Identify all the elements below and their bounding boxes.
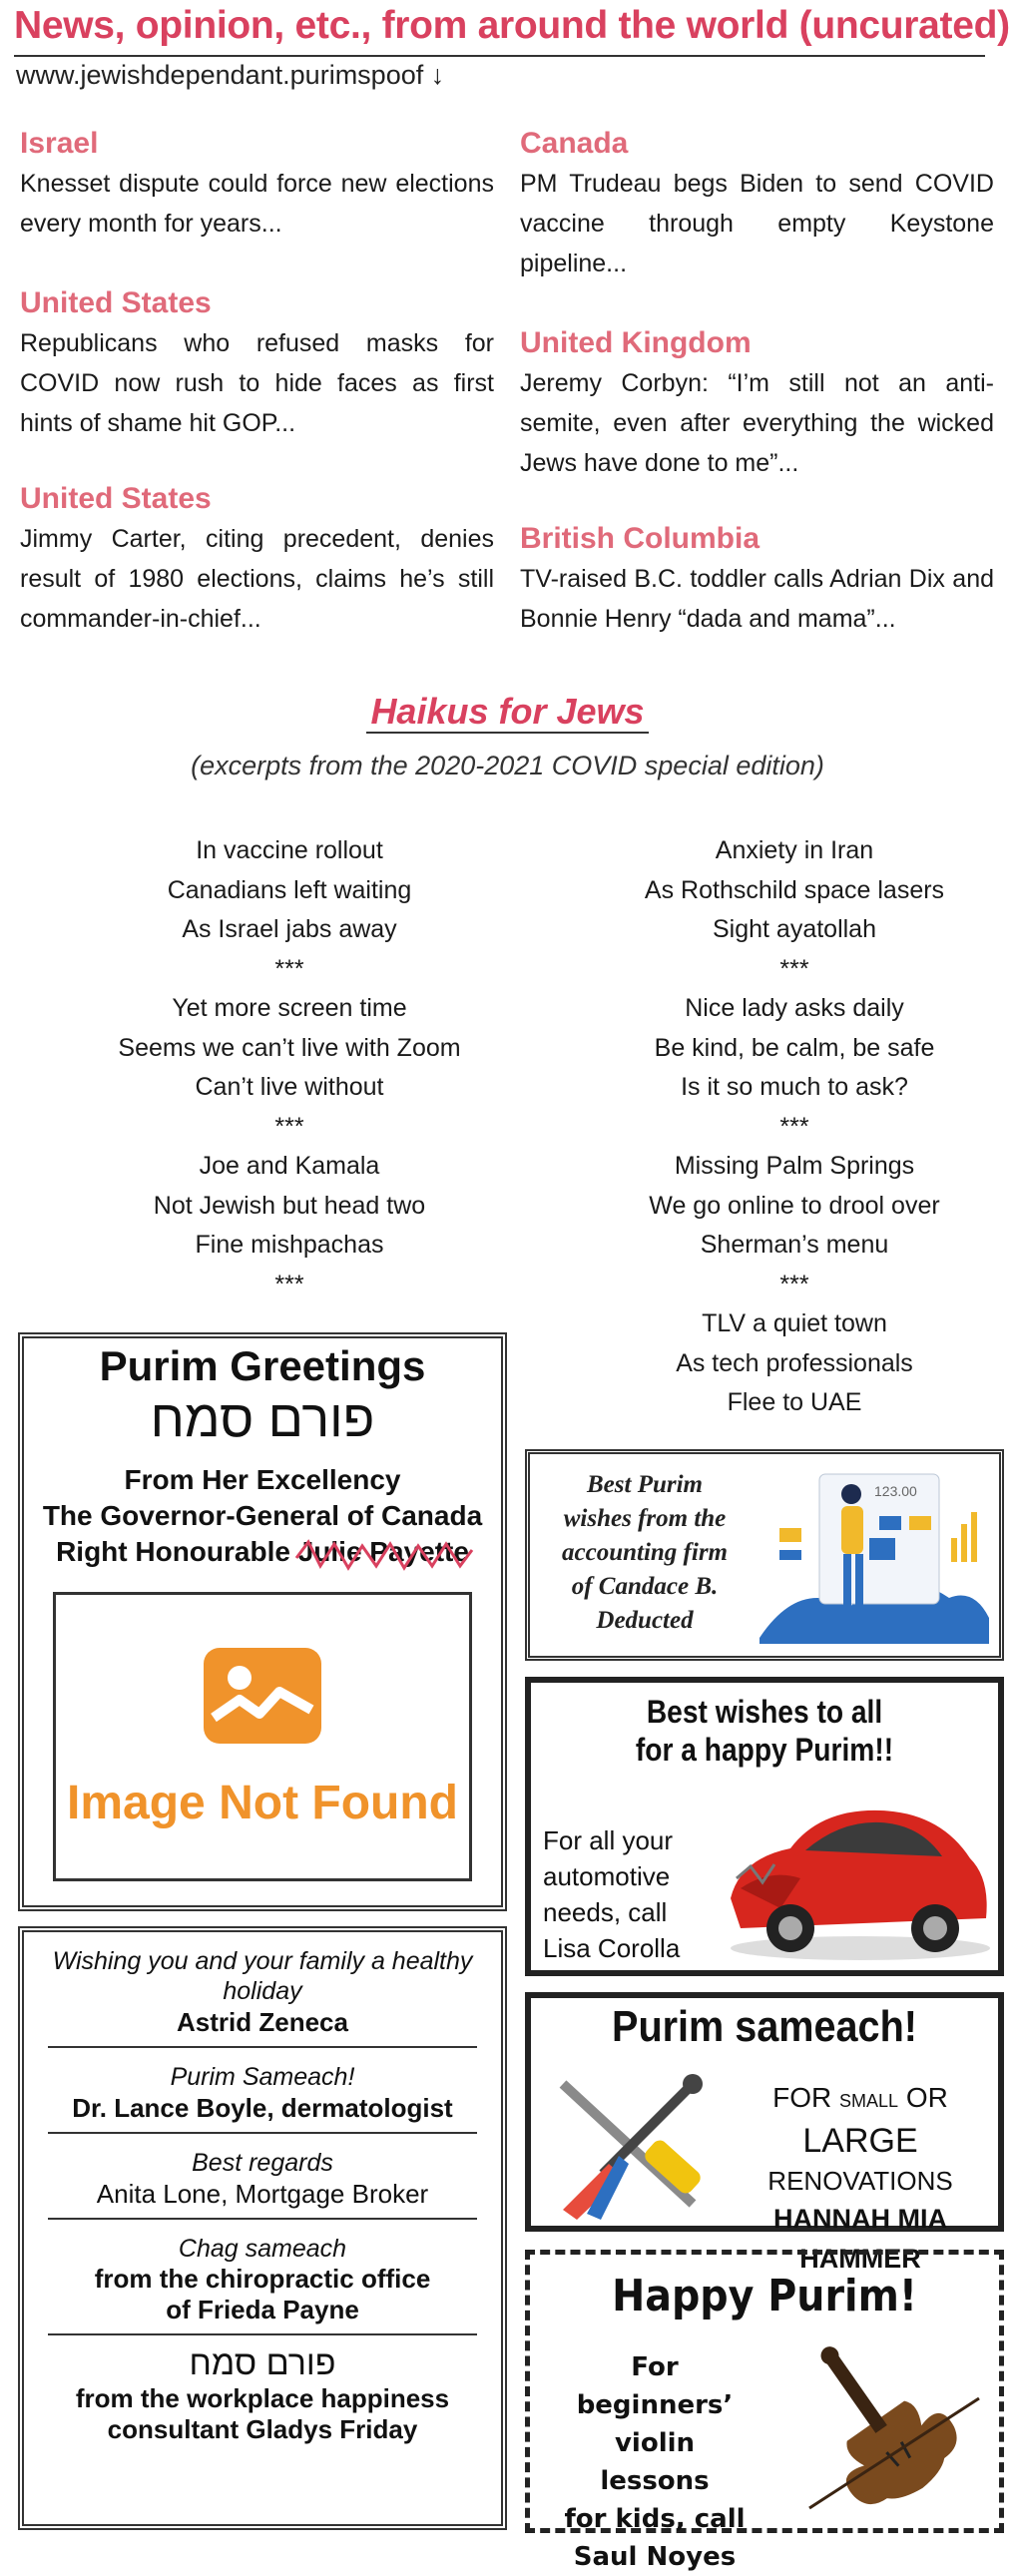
greetings-hebrew: פורם סמח xyxy=(150,1390,375,1448)
haiku-line: Canadians left waiting xyxy=(167,875,412,904)
wish-name: from the workplace happiness consultant Gladys Friday xyxy=(75,2383,450,2444)
haiku-section-subtitle: (excerpts from the 2020-2021 COVID special edition) xyxy=(191,751,824,780)
accountant-illustration xyxy=(760,1468,989,1644)
accounting-ad xyxy=(525,1449,1004,1661)
haiku-line: Sherman’s menu xyxy=(700,1231,889,1259)
news-text: TV-raised B.C. toddler calls Adrian Dix and Bonnie Henry “dada and mama”... xyxy=(520,565,994,633)
violin-icon xyxy=(779,2338,989,2518)
wish-greeting: Best regards xyxy=(192,2149,333,2177)
accounting-text: Best Purim wishes from the accounting firm of Candace B. Deducted xyxy=(562,1471,728,1634)
news-item xyxy=(20,479,494,639)
haiku-separator: *** xyxy=(274,954,304,983)
haiku-separator: *** xyxy=(779,1270,809,1298)
greetings-ad xyxy=(18,1332,507,1911)
wish-greeting: פורם סמח xyxy=(189,2344,336,2382)
haiku-line: In vaccine rollout xyxy=(196,836,383,864)
haiku-line: We go online to drool over xyxy=(649,1191,940,1220)
haiku-line: Flee to UAE xyxy=(727,1388,862,1416)
struck-name: Julie Payette xyxy=(298,1534,469,1570)
haiku-line: As tech professionals xyxy=(676,1348,913,1377)
wish-greeting: Wishing you and your family a healthy holiday xyxy=(52,1947,473,2005)
reno-text: FOR SMALL OR LARGE RENOVATIONS HANNAH MIA HAMMER xyxy=(767,2082,953,2274)
haiku-line: Missing Palm Springs xyxy=(674,1152,915,1180)
news-region: Israel xyxy=(20,127,99,160)
violin-ad xyxy=(525,2250,1004,2572)
arrow-down-icon: ↓ xyxy=(430,60,445,90)
haiku-line: Yet more screen time xyxy=(172,994,407,1022)
corolla-ad xyxy=(525,1677,1004,1976)
news-item xyxy=(520,124,994,283)
corolla-headline: Best wishes to all for a happy Purim!! xyxy=(635,1694,894,1768)
news-region: United States xyxy=(20,286,212,319)
haiku-line: As Rothschild space lasers xyxy=(644,875,945,904)
wish-name: Astrid Zeneca xyxy=(177,2007,348,2037)
image-placeholder xyxy=(53,1592,472,1881)
haiku-separator: *** xyxy=(779,1112,809,1141)
haiku-line: Joe and Kamala xyxy=(199,1152,380,1180)
wish-name: from the chiropractic office of Frieda Payne xyxy=(94,2264,431,2324)
greetings-honorific-line xyxy=(24,1534,501,1570)
haiku-line: As Israel jabs away xyxy=(182,915,397,943)
haiku-line: Nice lady asks daily xyxy=(685,994,904,1022)
news-text: PM Trudeau begs Biden to send COVID vaccine through empty Keystone pipeline... xyxy=(520,170,994,277)
news-item xyxy=(20,124,494,244)
news-text: Republicans who refused masks for COVID now rush to hide faces as first hints of shame hit GOP... xyxy=(20,329,494,437)
haiku-separator: *** xyxy=(779,954,809,983)
wish-item xyxy=(24,2220,501,2333)
wishes-ad xyxy=(18,1926,507,2530)
greetings-office: The Governor-General of Canada xyxy=(42,1500,483,1531)
haiku-separator: *** xyxy=(274,1270,304,1298)
haiku-line: TLV a quiet town xyxy=(702,1309,887,1337)
calc-value: 123.00 xyxy=(874,1483,917,1499)
greetings-honorific: Right Honourable xyxy=(56,1536,290,1567)
page-title: News, opinion, etc., from around the world (uncurated) xyxy=(14,4,1010,47)
wish-item xyxy=(24,2134,501,2218)
wish-item xyxy=(24,2335,501,2453)
wrecked-car-icon xyxy=(711,1779,995,1968)
haiku-line: Seems we can’t live with Zoom xyxy=(118,1033,461,1062)
scribble-icon xyxy=(294,1538,474,1572)
reno-headline: Purim sameach! xyxy=(612,2002,917,2051)
haiku-line: Be kind, be calm, be safe xyxy=(654,1033,935,1062)
haiku-line: Anxiety in Iran xyxy=(715,836,874,864)
greetings-from: From Her Excellency xyxy=(124,1464,401,1495)
news-text: Jimmy Carter, citing precedent, denies result of 1980 elections, claims he’s still commander-in-chief... xyxy=(20,525,494,633)
news-item xyxy=(520,323,994,483)
violin-body: For beginners’ violin lessons for kids, call Saul Noyes xyxy=(564,2352,746,2572)
haiku-line: Not Jewish but head two xyxy=(153,1191,426,1220)
news-region: United Kingdom xyxy=(520,326,752,359)
violin-headline: Happy Purim! xyxy=(612,2271,917,2321)
news-item xyxy=(20,283,494,443)
header-rule xyxy=(14,55,985,57)
url-text: www.jewishdependant.purimspoof xyxy=(16,60,424,90)
renovations-ad xyxy=(525,1992,1004,2274)
haiku-column-right xyxy=(545,831,1015,1423)
haiku-line: Can’t live without xyxy=(195,1073,384,1101)
news-region: British Columbia xyxy=(520,522,761,555)
news-region: Canada xyxy=(520,127,629,160)
broken-image-icon xyxy=(200,1644,325,1748)
haiku-line: Fine mishpachas xyxy=(195,1231,384,1259)
corolla-body: For all your automotive needs, call Lisa Corolla xyxy=(543,1825,681,1963)
news-region: United States xyxy=(20,482,212,515)
wish-greeting: Chag sameach xyxy=(178,2235,347,2263)
wish-item xyxy=(24,1932,501,2046)
haiku-separator: *** xyxy=(274,1112,304,1141)
wish-name: Anita Lone, Mortgage Broker xyxy=(96,2179,429,2209)
image-not-found-text: Image Not Found xyxy=(67,1776,458,1829)
wish-greeting: Purim Sameach! xyxy=(170,2063,355,2091)
site-url[interactable] xyxy=(16,60,444,91)
wish-item xyxy=(24,2048,501,2132)
wish-name: Dr. Lance Boyle, dermatologist xyxy=(72,2093,453,2123)
haiku-line: Is it so much to ask? xyxy=(681,1073,908,1101)
news-text: Jeremy Corbyn: “I’m still not an anti-semite, even after everything the wicked Jews have done to me”... xyxy=(520,369,994,477)
news-text: Knesset dispute could force new elections every month for years... xyxy=(20,170,494,238)
haiku-line: Sight ayatollah xyxy=(712,915,876,943)
greetings-title: Purim Greetings xyxy=(99,1342,426,1389)
haiku-section-title: Haikus for Jews xyxy=(0,691,1015,733)
haiku-column-left xyxy=(40,831,539,1304)
tools-icon xyxy=(543,2064,713,2224)
news-item xyxy=(520,519,994,639)
